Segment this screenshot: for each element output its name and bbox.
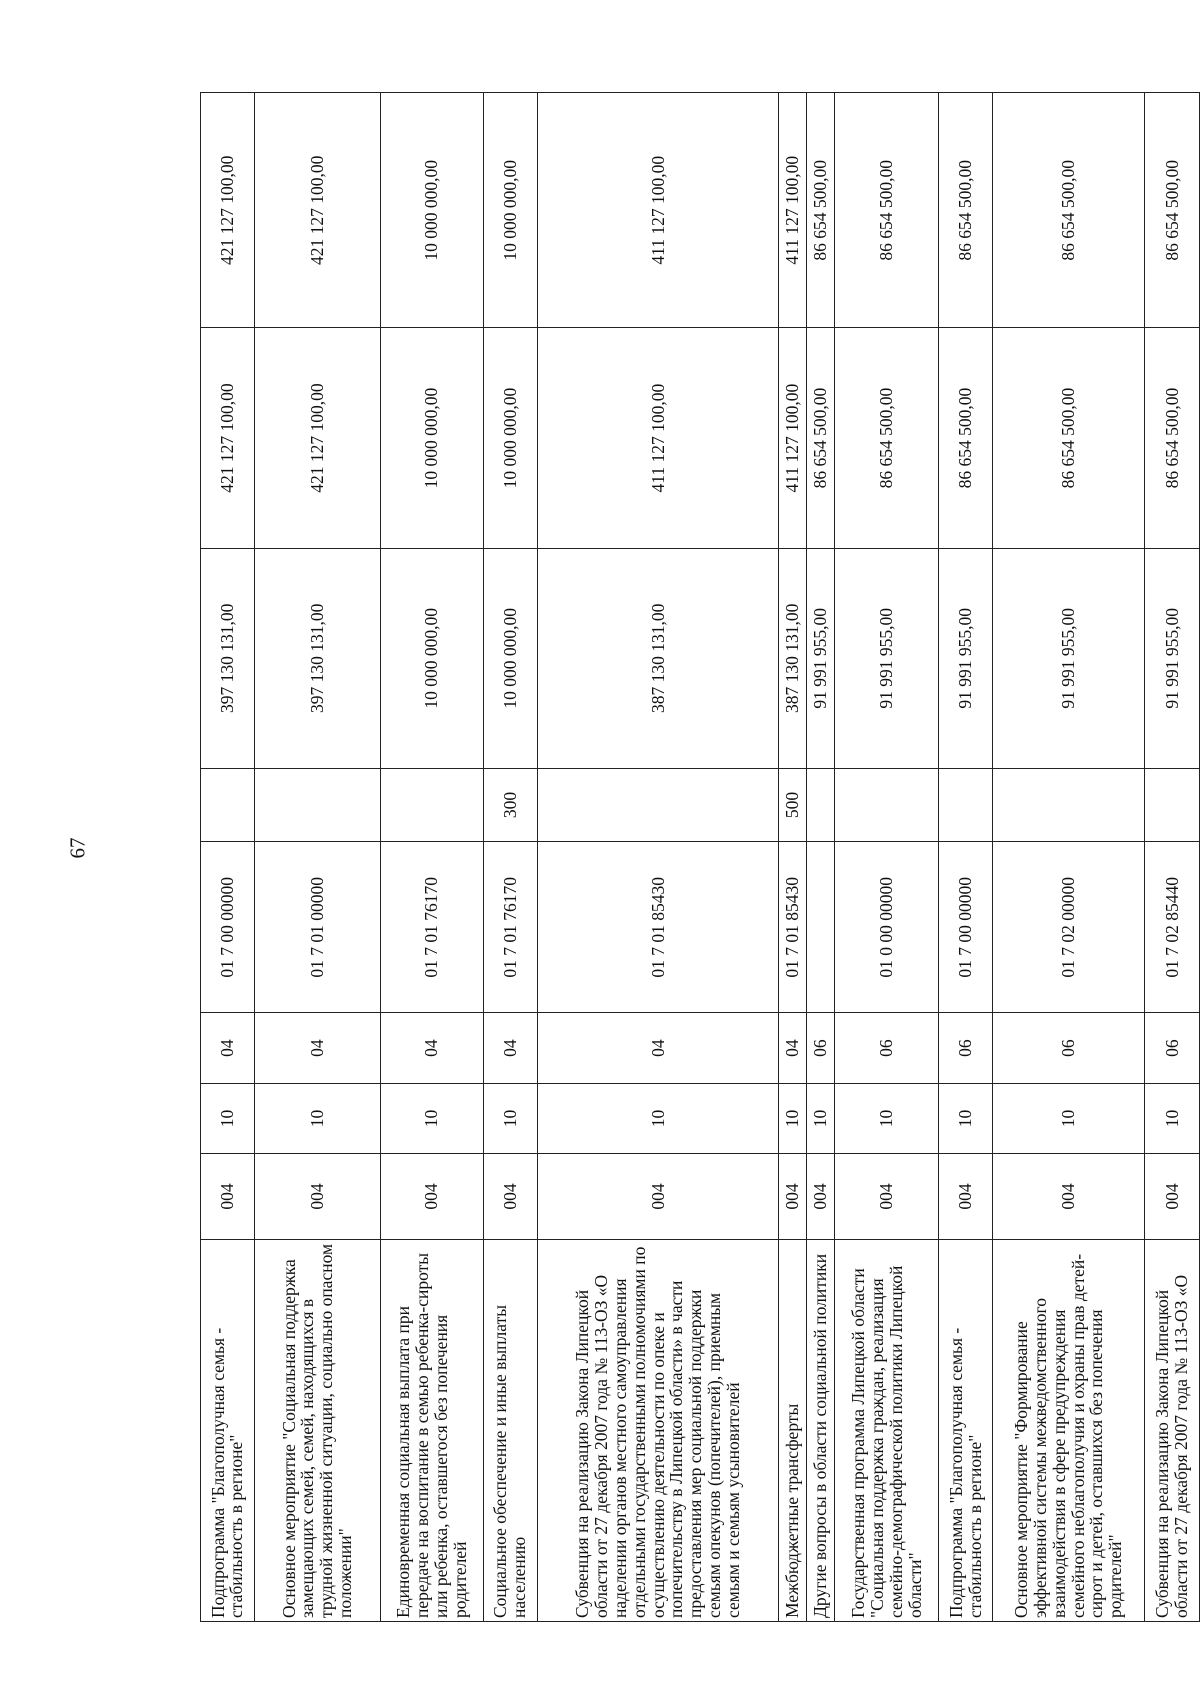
ved-code: 004 <box>483 1154 537 1240</box>
row-name: Межбюджетные трансферты <box>779 1239 807 1621</box>
table-row <box>537 93 779 1622</box>
expense-type-code <box>380 768 483 841</box>
amount-year-3: 86 654 500,00 <box>993 93 1145 329</box>
row-name: Государственная программа Липецкой области "Социальная поддержка граждан, реализация семейно-демографической политики Липецкой области" <box>835 1239 939 1621</box>
row-name: Субвенция на реализацию Закона Липецкой области от 27 декабря 2007 года № 113-ОЗ «О <box>1145 1239 1200 1621</box>
expense-type-code <box>939 768 993 841</box>
section-code: 10 <box>993 1083 1145 1153</box>
row-name: Единовременная социальная выплата при передаче на воспитание в семью ребенка-сироты или ребенка, оставшегося без попечения родителей <box>380 1239 483 1621</box>
table-row <box>483 93 537 1622</box>
amount-year-3: 411 127 100,00 <box>537 93 779 329</box>
expense-type-code: 300 <box>483 768 537 841</box>
table-row <box>779 93 807 1622</box>
amount-year-2: 411 127 100,00 <box>537 328 779 548</box>
amount-year-1: 91 991 955,00 <box>835 548 939 768</box>
expense-type-code <box>537 768 779 841</box>
subsection-code: 04 <box>201 1013 255 1083</box>
amount-year-3: 86 654 500,00 <box>939 93 993 329</box>
subsection-code: 06 <box>1145 1013 1200 1083</box>
row-name: Другие вопросы в области социальной политики <box>807 1239 835 1621</box>
amount-year-1: 397 130 131,00 <box>254 548 380 768</box>
amount-year-1: 91 991 955,00 <box>939 548 993 768</box>
amount-year-2: 86 654 500,00 <box>835 328 939 548</box>
target-article-code: 01 7 02 00000 <box>993 842 1145 1013</box>
ved-code: 004 <box>779 1154 807 1240</box>
amount-year-1: 91 991 955,00 <box>993 548 1145 768</box>
amount-year-2: 421 127 100,00 <box>254 328 380 548</box>
target-article-code: 01 7 02 85440 <box>1145 842 1200 1013</box>
section-code: 10 <box>779 1083 807 1153</box>
table-row <box>993 93 1145 1622</box>
table-row <box>939 93 993 1622</box>
amount-year-2: 10 000 000,00 <box>380 328 483 548</box>
amount-year-2: 10 000 000,00 <box>483 328 537 548</box>
amount-year-2: 86 654 500,00 <box>993 328 1145 548</box>
amount-year-1: 91 991 955,00 <box>807 548 835 768</box>
expense-type-code <box>254 768 380 841</box>
subsection-code: 06 <box>939 1013 993 1083</box>
amount-year-1: 387 130 131,00 <box>537 548 779 768</box>
amount-year-3: 86 654 500,00 <box>807 93 835 329</box>
amount-year-1: 91 991 955,00 <box>1145 548 1200 768</box>
section-code: 10 <box>380 1083 483 1153</box>
ved-code: 004 <box>993 1154 1145 1240</box>
section-code: 10 <box>483 1083 537 1153</box>
section-code: 10 <box>1145 1083 1200 1153</box>
budget-table-container <box>200 92 1200 1622</box>
target-article-code: 01 7 01 85430 <box>537 842 779 1013</box>
amount-year-3: 86 654 500,00 <box>1145 93 1200 329</box>
amount-year-3: 10 000 000,00 <box>483 93 537 329</box>
section-code: 10 <box>939 1083 993 1153</box>
row-name: Основное мероприятие "Формирование эффективной системы межведомственного взаимодействия в сфере предупреждения семейного неблагополучия и охраны прав детей-сирот и детей, оставшихся без попечения родителей" <box>993 1239 1145 1621</box>
section-code: 10 <box>835 1083 939 1153</box>
section-code: 10 <box>537 1083 779 1153</box>
amount-year-1: 387 130 131,00 <box>779 548 807 768</box>
subsection-code: 06 <box>993 1013 1145 1083</box>
row-name: Подпрограмма "Благополучная семья - стабильность в регионе" <box>201 1239 255 1621</box>
table-row <box>201 93 255 1622</box>
amount-year-1: 397 130 131,00 <box>201 548 255 768</box>
row-name: Социальное обеспечение и иные выплаты населению <box>483 1239 537 1621</box>
table-row <box>254 93 380 1622</box>
subsection-code: 06 <box>807 1013 835 1083</box>
page-number: 67 <box>65 837 90 859</box>
target-article-code: 01 7 00 00000 <box>939 842 993 1013</box>
amount-year-2: 86 654 500,00 <box>807 328 835 548</box>
amount-year-3: 411 127 100,00 <box>779 93 807 329</box>
row-name: Подпрограмма "Благополучная семья - стабильность в регионе" <box>939 1239 993 1621</box>
target-article-code: 01 7 01 00000 <box>254 842 380 1013</box>
table-row <box>807 93 835 1622</box>
row-name: Субвенция на реализацию Закона Липецкой области от 27 декабря 2007 года № 113-ОЗ «О наделении органов местного самоуправления отдельными государственными полномочиями по осуществлению деятельности по опеке и попечительству в Липецкой области» в части предоставления мер социальной поддержки семьям опекунов (попечителей), приемным семьям и семьям усыновителей <box>537 1239 779 1621</box>
ved-code: 004 <box>254 1154 380 1240</box>
amount-year-2: 86 654 500,00 <box>939 328 993 548</box>
row-name: Основное мероприятие "Социальная поддержка замещающих семей, семей, находящихся в трудной жизненной ситуации, социально опасном положении" <box>254 1239 380 1621</box>
expense-type-code: 500 <box>779 768 807 841</box>
target-article-code: 01 7 00 00000 <box>201 842 255 1013</box>
target-article-code: 01 7 01 85430 <box>779 842 807 1013</box>
target-article-code: 01 0 00 00000 <box>835 842 939 1013</box>
subsection-code: 04 <box>254 1013 380 1083</box>
target-article-code <box>807 842 835 1013</box>
budget-table <box>200 92 1200 1622</box>
amount-year-2: 86 654 500,00 <box>1145 328 1200 548</box>
subsection-code: 06 <box>835 1013 939 1083</box>
ved-code: 004 <box>201 1154 255 1240</box>
ved-code: 004 <box>807 1154 835 1240</box>
amount-year-3: 421 127 100,00 <box>201 93 255 329</box>
subsection-code: 04 <box>380 1013 483 1083</box>
amount-year-2: 421 127 100,00 <box>201 328 255 548</box>
ved-code: 004 <box>939 1154 993 1240</box>
subsection-code: 04 <box>483 1013 537 1083</box>
ved-code: 004 <box>1145 1154 1200 1240</box>
section-code: 10 <box>201 1083 255 1153</box>
target-article-code: 01 7 01 76170 <box>483 842 537 1013</box>
expense-type-code <box>201 768 255 841</box>
ved-code: 004 <box>380 1154 483 1240</box>
amount-year-1: 10 000 000,00 <box>380 548 483 768</box>
target-article-code: 01 7 01 76170 <box>380 842 483 1013</box>
expense-type-code <box>1145 768 1200 841</box>
amount-year-1: 10 000 000,00 <box>483 548 537 768</box>
amount-year-2: 411 127 100,00 <box>779 328 807 548</box>
amount-year-3: 10 000 000,00 <box>380 93 483 329</box>
table-row <box>380 93 483 1622</box>
subsection-code: 04 <box>537 1013 779 1083</box>
amount-year-3: 86 654 500,00 <box>835 93 939 329</box>
table-row <box>1145 93 1200 1622</box>
ved-code: 004 <box>537 1154 779 1240</box>
expense-type-code <box>807 768 835 841</box>
expense-type-code <box>835 768 939 841</box>
section-code: 10 <box>254 1083 380 1153</box>
expense-type-code <box>993 768 1145 841</box>
table-row <box>835 93 939 1622</box>
amount-year-3: 421 127 100,00 <box>254 93 380 329</box>
subsection-code: 04 <box>779 1013 807 1083</box>
ved-code: 004 <box>835 1154 939 1240</box>
section-code: 10 <box>807 1083 835 1153</box>
